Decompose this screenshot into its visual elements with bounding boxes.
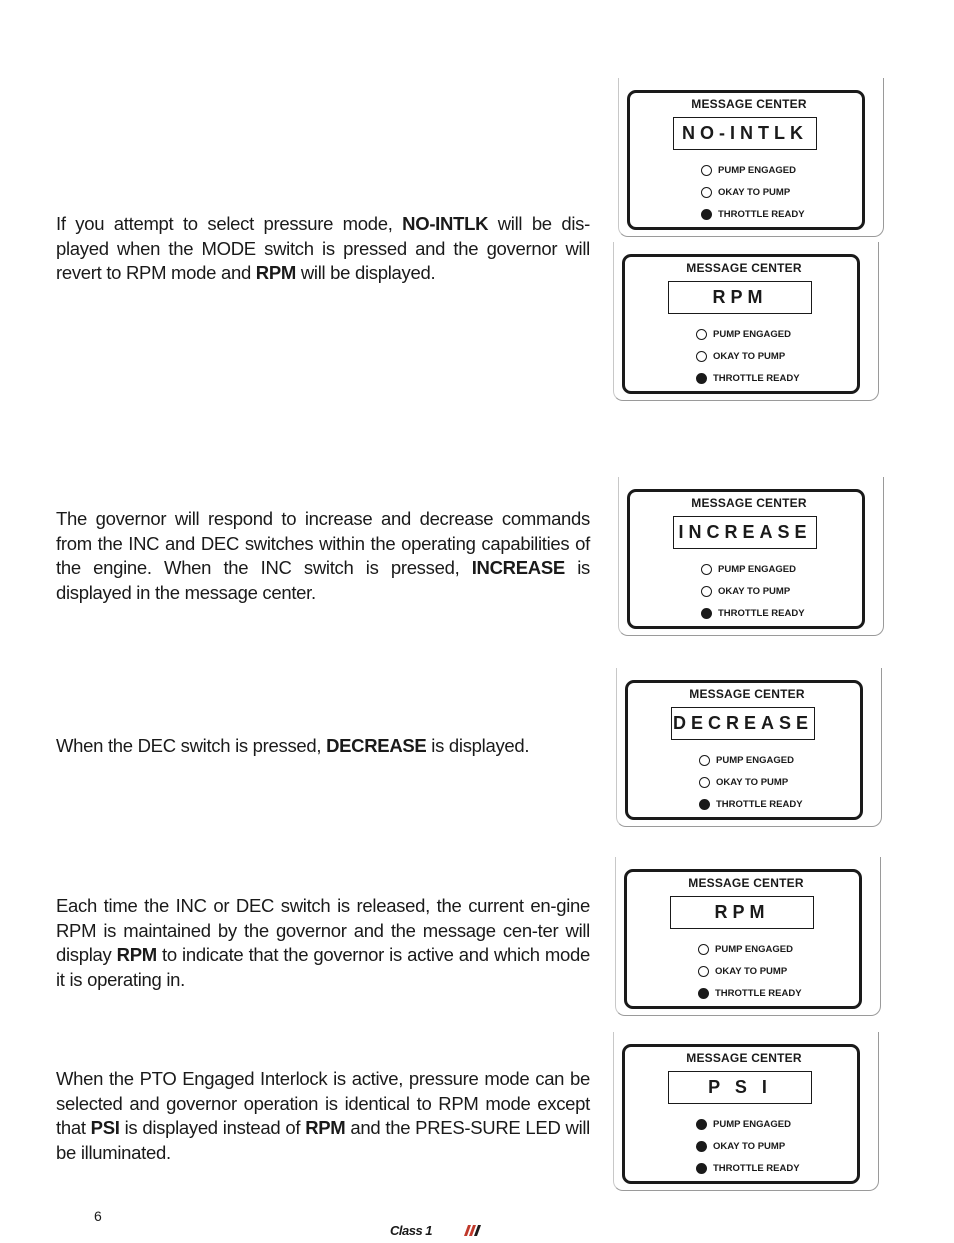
message-center-panel	[627, 90, 883, 240]
paragraph-no-intlk	[56, 212, 590, 286]
page-number: 6	[94, 1208, 102, 1224]
led-indicator-row	[696, 349, 785, 363]
message-center-panel	[622, 1044, 878, 1194]
led-off-icon	[699, 777, 710, 788]
led-indicator-row	[701, 185, 790, 199]
paragraph-rpm-maintained	[56, 894, 590, 992]
message-center-panel	[627, 489, 883, 639]
panel-frame	[627, 489, 865, 629]
text-run: to indicate that the governor is active and which mode it is operating in.	[56, 944, 590, 990]
led-indicator-row	[701, 207, 805, 221]
led-label: PUMP ENGAGED	[713, 1118, 791, 1130]
message-display: RPM	[668, 281, 812, 314]
message-center-title: MESSAGE CENTER	[686, 1051, 802, 1065]
message-center-panel	[622, 254, 878, 404]
message-display: RPM	[670, 896, 814, 929]
led-label: OKAY TO PUMP	[716, 776, 789, 788]
led-indicator-row	[698, 942, 793, 956]
led-off-icon	[701, 586, 712, 597]
led-label: OKAY TO PUMP	[718, 186, 791, 198]
message-center-title: MESSAGE CENTER	[691, 496, 807, 510]
led-indicator-row	[699, 797, 803, 811]
led-label: OKAY TO PUMP	[718, 585, 791, 597]
led-indicator-row	[701, 584, 790, 598]
led-label: OKAY TO PUMP	[713, 1140, 786, 1152]
led-on-icon	[699, 799, 710, 810]
led-on-icon	[701, 608, 712, 619]
led-indicator-row	[698, 964, 787, 978]
text-run: will be displayed.	[296, 262, 436, 283]
bold-term: RPM	[116, 944, 157, 965]
led-indicator-row	[701, 606, 805, 620]
led-indicator-row	[696, 371, 800, 385]
led-label: PUMP ENGAGED	[715, 943, 793, 955]
message-display: NO-INTLK	[673, 117, 817, 150]
panel-frame	[627, 90, 865, 230]
led-off-icon	[701, 165, 712, 176]
led-label: THROTTLE READY	[715, 987, 802, 999]
led-label: PUMP ENGAGED	[718, 164, 796, 176]
led-indicator-row	[698, 986, 802, 1000]
led-label: PUMP ENGAGED	[713, 328, 791, 340]
paragraph-increase	[56, 507, 590, 605]
panel-frame	[622, 1044, 860, 1184]
panel-frame	[624, 869, 862, 1009]
bold-term: INCREASE	[471, 557, 565, 578]
message-center-panel	[625, 680, 881, 830]
text-run: and the PRES-SURE LED will be illuminated.	[56, 1117, 590, 1163]
led-indicator-row	[696, 1117, 791, 1131]
led-off-icon	[696, 329, 707, 340]
paragraph-psi	[56, 1067, 590, 1165]
text-run: is displayed instead of	[119, 1117, 306, 1138]
led-label: OKAY TO PUMP	[713, 350, 786, 362]
message-center-title: MESSAGE CENTER	[688, 876, 804, 890]
bold-term: DECREASE	[326, 735, 427, 756]
text-run: will be dis-played when the MODE switch is pressed and the governor will revert to RPM mode and	[56, 213, 590, 283]
led-label: THROTTLE READY	[716, 798, 803, 810]
logo-text: Class 1	[390, 1224, 433, 1238]
led-on-icon	[701, 209, 712, 220]
led-indicator-row	[699, 775, 788, 789]
text-run: If you attempt to select pressure mode,	[56, 213, 403, 234]
led-label: THROTTLE READY	[713, 372, 800, 384]
text-run: When the PTO Engaged Interlock is active, pressure mode can be selected and governor operation is identical to RPM mode except that	[56, 1068, 590, 1138]
led-on-icon	[696, 1119, 707, 1130]
led-indicator-row	[696, 1139, 785, 1153]
bold-term: RPM	[255, 262, 296, 283]
message-display: P S I	[668, 1071, 812, 1104]
led-off-icon	[698, 944, 709, 955]
class1-logo	[388, 1224, 488, 1238]
led-off-icon	[698, 966, 709, 977]
led-on-icon	[696, 1163, 707, 1174]
text-run: is displayed in the message center.	[56, 557, 590, 603]
bold-term: RPM	[305, 1117, 346, 1138]
message-display: INCREASE	[673, 516, 817, 549]
led-on-icon	[698, 988, 709, 999]
bold-term: NO-INTLK	[402, 213, 489, 234]
led-off-icon	[699, 755, 710, 766]
led-indicator-row	[701, 163, 796, 177]
led-indicator-row	[696, 327, 791, 341]
message-center-title: MESSAGE CENTER	[689, 687, 805, 701]
paragraph-decrease	[56, 734, 590, 759]
text-run: is displayed.	[426, 735, 530, 756]
led-indicator-row	[701, 562, 796, 576]
class1-logo-mark	[388, 1224, 488, 1238]
led-indicator-row	[696, 1161, 800, 1175]
panel-frame	[625, 680, 863, 820]
led-label: OKAY TO PUMP	[715, 965, 788, 977]
led-label: PUMP ENGAGED	[718, 563, 796, 575]
message-center-panel	[624, 869, 880, 1019]
led-indicator-row	[699, 753, 794, 767]
message-center-title: MESSAGE CENTER	[691, 97, 807, 111]
led-off-icon	[701, 564, 712, 575]
led-off-icon	[696, 351, 707, 362]
text-run: When the DEC switch is pressed,	[56, 735, 327, 756]
led-on-icon	[696, 1141, 707, 1152]
led-label: THROTTLE READY	[713, 1162, 800, 1174]
led-on-icon	[696, 373, 707, 384]
panel-frame	[622, 254, 860, 394]
bold-term: PSI	[90, 1117, 120, 1138]
led-off-icon	[701, 187, 712, 198]
text-run: The governor will respond to increase and decrease commands from the INC and DEC switches within the operating capabilities of the engine. When the INC switch is pressed,	[56, 508, 590, 578]
message-display: DECREASE	[671, 707, 815, 740]
text-run: Each time the INC or DEC switch is released, the current en-gine RPM is maintained by the governor and the message cen-ter will display	[56, 895, 590, 965]
message-center-title: MESSAGE CENTER	[686, 261, 802, 275]
led-label: THROTTLE READY	[718, 607, 805, 619]
led-label: THROTTLE READY	[718, 208, 805, 220]
led-label: PUMP ENGAGED	[716, 754, 794, 766]
